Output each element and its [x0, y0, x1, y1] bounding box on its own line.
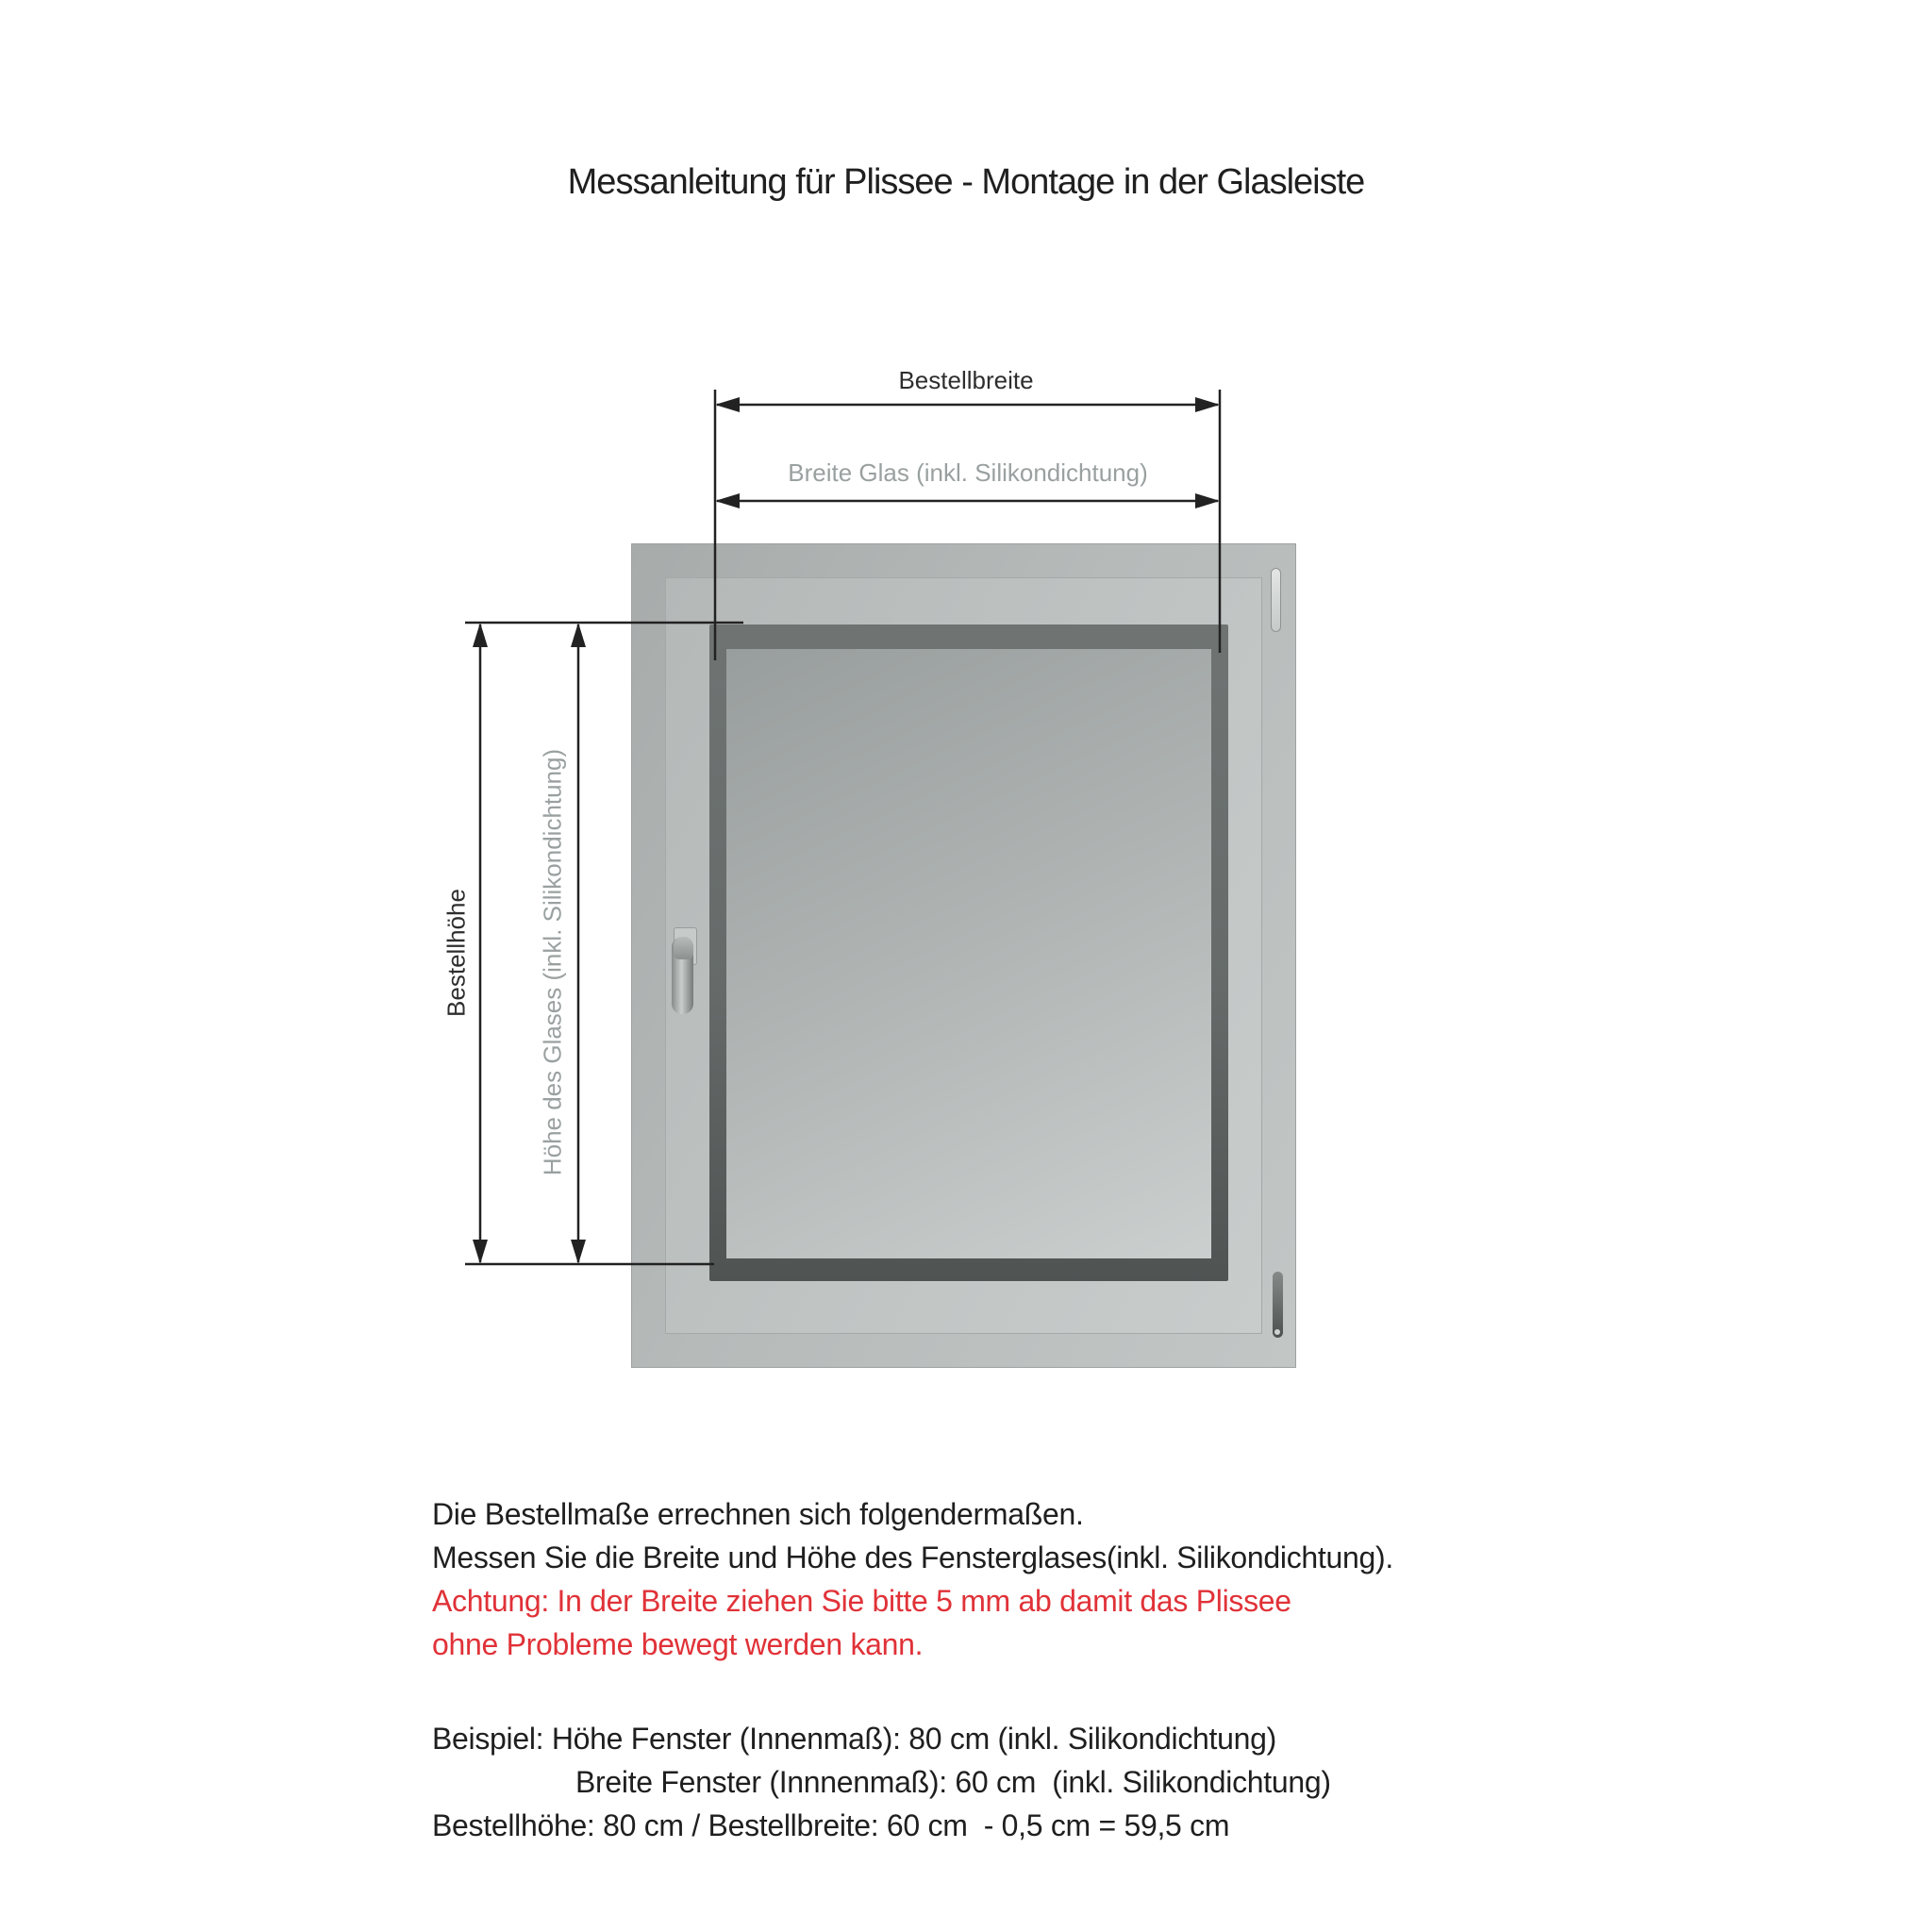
dim-label-order-width: Bestellbreite: [898, 366, 1034, 394]
dim-label-glass-height: Höhe des Glases (inkl. Silikondichtung): [538, 748, 567, 1176]
dim-label-order-height: Bestellhöhe: [441, 889, 471, 1017]
instruction-text-block: [432, 1492, 1393, 1847]
dim-label-glass-width: Breite Glas (inkl. Silikondichtung): [788, 458, 1148, 487]
instruction-line: Die Bestellmaße errechnen sich folgendermaßen.: [432, 1497, 1084, 1531]
warning-line: ohne Probleme bewegt werden kann.: [432, 1627, 924, 1661]
example-line: Beispiel: Höhe Fenster (Innenmaß): 80 cm (inkl. Silikondichtung): [432, 1722, 1276, 1756]
example-line: Bestellhöhe: 80 cm / Bestellbreite: 60 cm - 0,5 cm = 59,5 cm: [432, 1808, 1230, 1842]
page-title: Messanleitung für Plissee - Montage in der Glasleiste: [567, 162, 1365, 202]
warning-line: Achtung: In der Breite ziehen Sie bitte 5 mm ab damit das Plissee: [432, 1584, 1291, 1618]
instruction-line: Messen Sie die Breite und Höhe des Fensterglases(inkl. Silikondichtung).: [432, 1541, 1393, 1574]
example-line: Breite Fenster (Innnenmaß): 60 cm (inkl. Silikondichtung): [575, 1765, 1331, 1799]
